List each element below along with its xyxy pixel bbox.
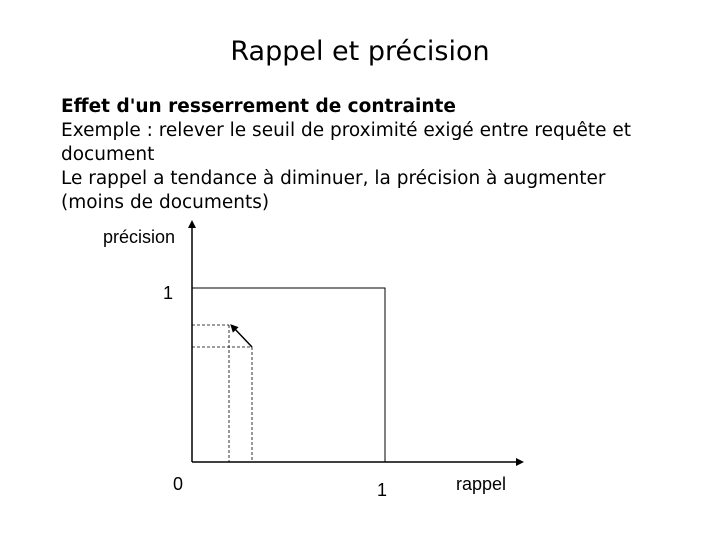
x-one-label: 1 [377,480,388,500]
x-axis-label: rappel [456,474,507,494]
body-line-2: document [61,144,155,165]
body-line-1: Exemple : relever le seuil de proximité exigé entre requête et [61,120,631,141]
body-line-3: Le rappel a tendance à diminuer, la précision à augmenter [61,168,606,189]
origin-label: 0 [173,474,184,494]
y-one-label: 1 [163,283,174,303]
slide-title: Rappel et précision [230,36,490,67]
body-line-4: (moins de documents) [61,192,270,213]
transition-arrow [233,327,252,347]
unit-box [192,288,385,462]
body-heading: Effet d'un resserrement de contrainte [61,96,456,117]
y-axis-label: précision [103,227,176,247]
